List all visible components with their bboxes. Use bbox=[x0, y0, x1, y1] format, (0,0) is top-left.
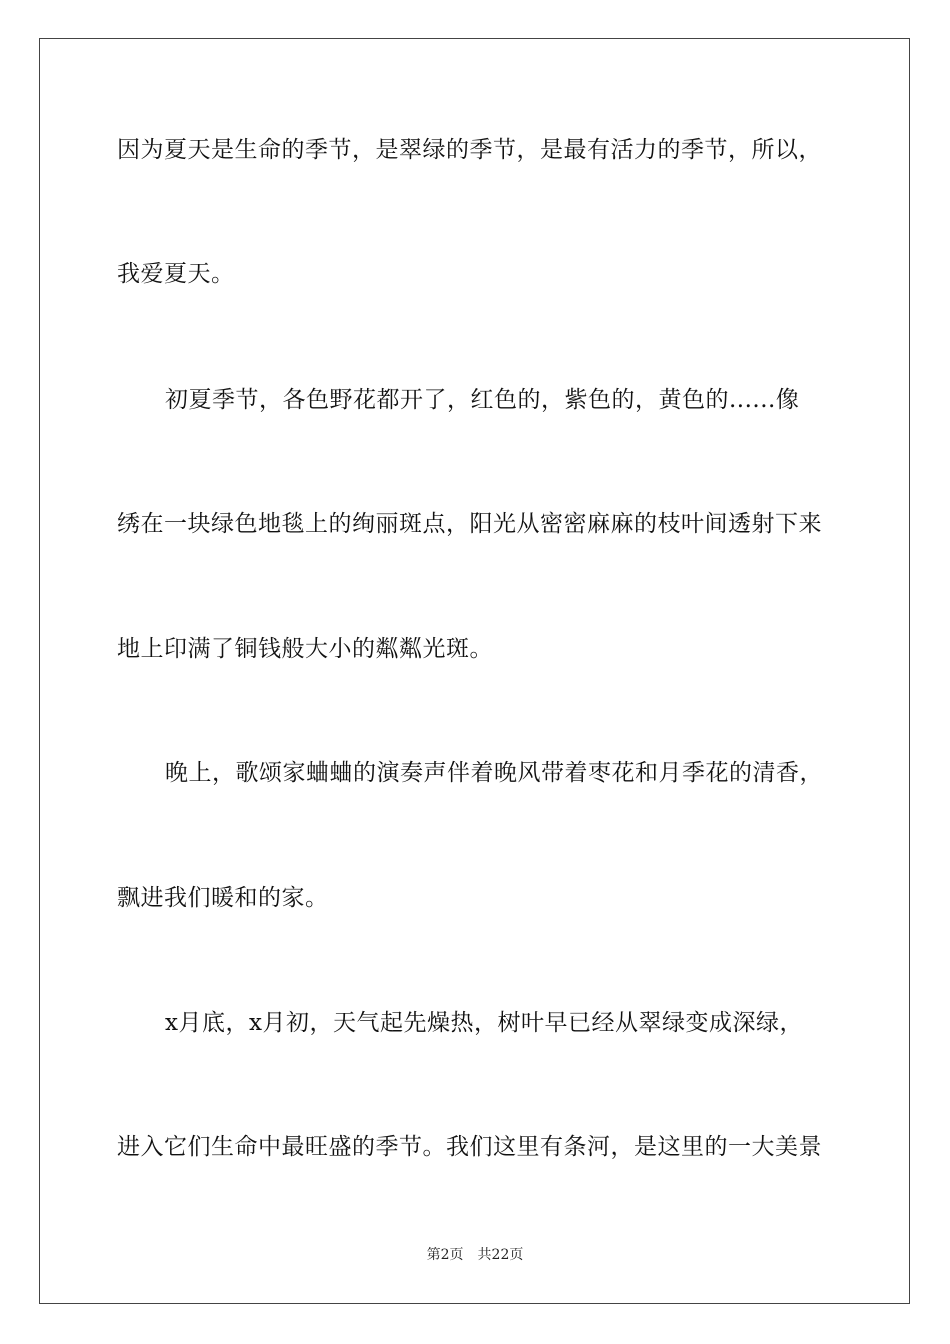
page-footer bbox=[0, 1246, 950, 1264]
text-line: 进入它们生命中最旺盛的季节。我们这里有条河，是这里的一大美景 bbox=[117, 1134, 822, 1160]
page-number: 第2页 bbox=[426, 1247, 464, 1263]
text-line: 因为夏天是生命的季节，是翠绿的季节，是最有活力的季节，所以， bbox=[117, 137, 822, 163]
text-line: 晚上，歌颂家蛐蛐的演奏声伴着晚风带着枣花和月季花的清香， bbox=[165, 760, 823, 786]
text-line: 地上印满了铜钱般大小的粼粼光斑。 bbox=[117, 636, 493, 662]
text-line: x月底，x月初，天气起先燥热，树叶早已经从翠绿变成深绿， bbox=[165, 1010, 803, 1036]
text-line: 绣在一块绿色地毯上的绚丽斑点，阳光从密密麻麻的枝叶间透射下来 bbox=[117, 511, 822, 537]
text-line: 飘进我们暖和的家。 bbox=[117, 885, 329, 911]
page-frame bbox=[39, 38, 910, 1304]
text-line: 我爱夏天。 bbox=[117, 261, 235, 287]
text-line: 初夏季节，各色野花都开了，红色的，紫色的，黄色的......像 bbox=[165, 387, 800, 413]
total-pages: 共22页 bbox=[477, 1247, 524, 1263]
